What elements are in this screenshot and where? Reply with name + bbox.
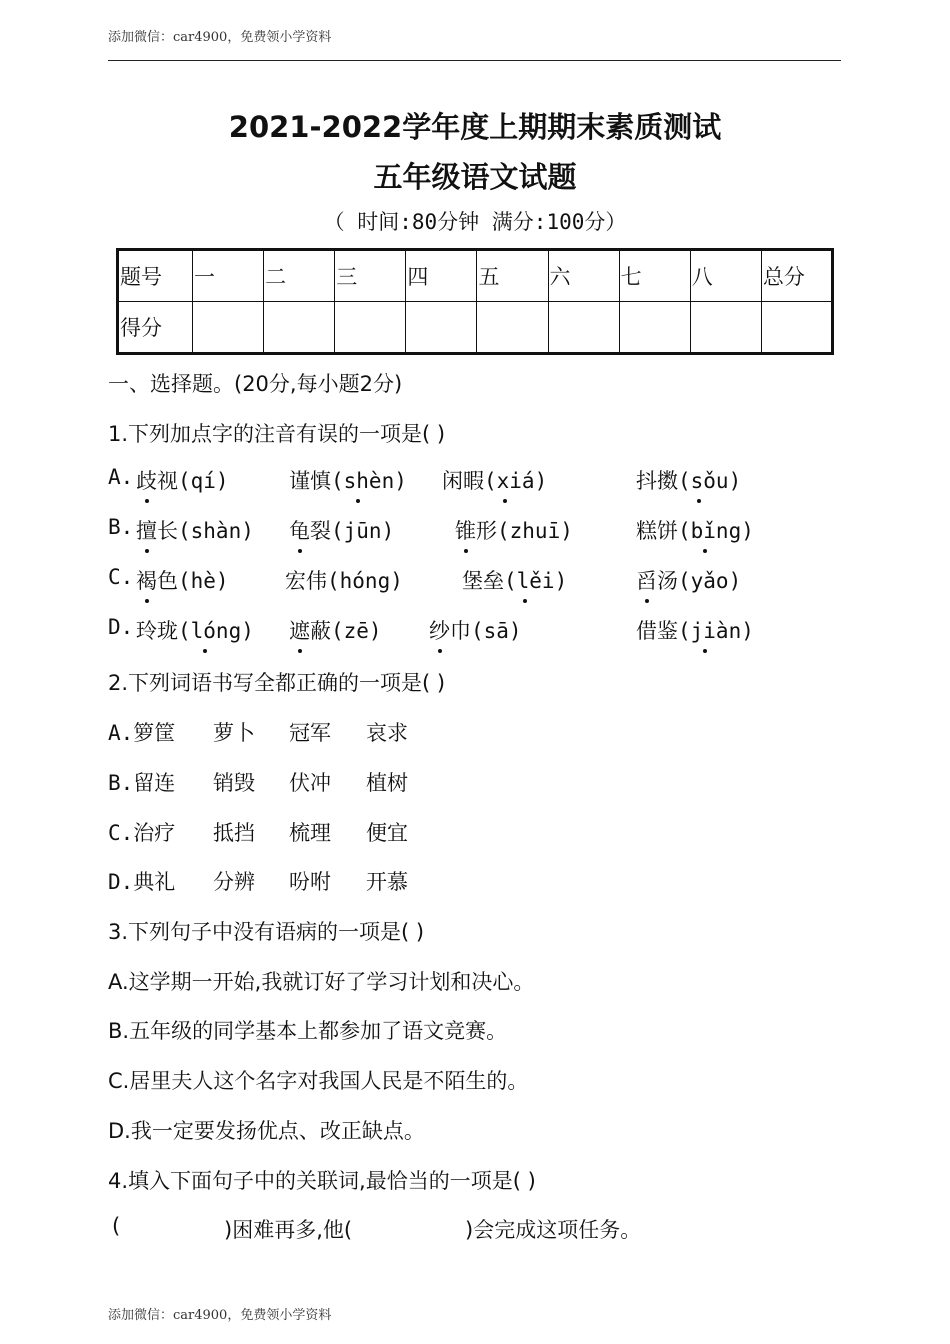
dotted-char: 珑(lóng): [157, 615, 254, 645]
word-rest: 蔽(zē): [310, 619, 382, 643]
word-rest: 视(qí): [157, 469, 229, 493]
question-stem: 1.下列加点字的注音有误的一项是( ): [108, 422, 446, 446]
option-word: [636, 565, 741, 595]
dotted-char: 暇(xiá): [463, 465, 547, 495]
option-word: [136, 615, 254, 645]
option-word: [455, 515, 573, 545]
option-word: [429, 615, 522, 645]
option-word: [136, 565, 229, 595]
option-text: 哀求: [366, 721, 408, 745]
word-first: 闲: [442, 469, 463, 493]
word-rest: 形(zhuī): [476, 519, 573, 543]
option-word: [636, 615, 754, 645]
score-cell[interactable]: [477, 302, 548, 354]
score-table-col: 五: [477, 250, 548, 302]
header-rule: [108, 60, 841, 61]
option-word: [636, 515, 754, 545]
option-text: C.治疗: [108, 821, 176, 845]
word-rest: 汤(yǎo): [657, 569, 742, 593]
option-text: 吩咐: [289, 870, 331, 894]
score-cell[interactable]: [548, 302, 619, 354]
footer-note: 添加微信：car4900，免费领小学资料: [108, 1308, 332, 1323]
score-cell[interactable]: [264, 302, 335, 354]
option-text: 抵挡: [213, 821, 255, 845]
word-rest: 色(hè): [157, 569, 229, 593]
score-cell[interactable]: [406, 302, 477, 354]
dotted-char: 擞(sǒu): [657, 465, 741, 495]
header-note: 添加微信：car4900，免费领小学资料: [108, 30, 332, 45]
q3-option-c: C.居里夫人这个名字对我国人民是不陌生的。: [108, 1069, 529, 1093]
option-text: 萝卜: [213, 721, 255, 745]
word-rest: 伟(hóng): [306, 569, 403, 593]
score-table-col: 三: [335, 250, 406, 302]
score-table-col: 一: [193, 250, 264, 302]
score-table-col: 八: [690, 250, 761, 302]
option-prefix: C.: [108, 565, 134, 589]
option-text: 销毁: [213, 771, 255, 795]
word-first: 糕: [636, 519, 657, 543]
word-rest: 裂(jūn): [310, 519, 395, 543]
score-cell[interactable]: [619, 302, 690, 354]
question-stem: 4.填入下面句子中的关联词,最恰当的一项是( ): [108, 1169, 536, 1193]
q3-option-d: D.我一定要发扬优点、改正缺点。: [108, 1119, 425, 1143]
score-table: [116, 248, 834, 355]
fill-text: )困难再多,他(: [224, 1218, 353, 1242]
score-table-col: 四: [406, 250, 477, 302]
word-first: 借: [636, 619, 657, 643]
dotted-char: 锥: [455, 515, 476, 545]
score-table-col: 六: [548, 250, 619, 302]
score-table-header-row: [118, 250, 833, 302]
fill-text: )会完成这项任务。: [465, 1218, 642, 1242]
dotted-char: 垒(lěi): [483, 565, 567, 595]
dotted-char: 鉴(jiàn): [657, 615, 754, 645]
score-cell[interactable]: [690, 302, 761, 354]
score-table-col: 总分: [761, 250, 832, 302]
score-table-row2-label: 得分: [118, 302, 193, 354]
dotted-char: 纱: [429, 615, 450, 645]
option-text: B.留连: [108, 771, 176, 795]
q3-option-a: A.这学期一开始,我就订好了学习计划和决心。: [108, 970, 535, 994]
word-first: 抖: [636, 469, 657, 493]
option-text: D.典礼: [108, 870, 176, 894]
option-text: 梳理: [289, 821, 331, 845]
option-text: 开慕: [366, 870, 408, 894]
dotted-char: 歧: [136, 465, 157, 495]
dotted-char: 慎(shèn): [310, 465, 407, 495]
word-first: 玲: [136, 619, 157, 643]
option-prefix: B.: [108, 515, 134, 539]
section-heading: 一、选择题。(20分,每小题2分): [108, 372, 403, 396]
question-stem: 3.下列句子中没有语病的一项是( ): [108, 920, 425, 944]
option-prefix: A.: [108, 465, 134, 489]
option-word: [136, 465, 229, 495]
dotted-char: 舀: [636, 565, 657, 595]
option-text: 伏冲: [289, 771, 331, 795]
exam-time-score: （ 时间:80分钟 满分:100分）: [323, 210, 627, 234]
option-word: [136, 515, 254, 545]
option-word: [285, 565, 403, 595]
q3-option-b: B.五年级的同学基本上都参加了语文竞赛。: [108, 1019, 508, 1043]
option-word: [289, 515, 394, 545]
dotted-char: 擅: [136, 515, 157, 545]
option-text: 分辨: [213, 870, 255, 894]
option-word: [289, 615, 382, 645]
word-rest: 长(shàn): [157, 519, 254, 543]
fill-text: (: [112, 1214, 121, 1238]
score-table-row1-label: 题号: [118, 250, 193, 302]
word-first: 宏: [285, 569, 306, 593]
word-rest: 巾(sā): [450, 619, 522, 643]
dotted-char: 龟: [289, 515, 310, 545]
score-cell[interactable]: [761, 302, 832, 354]
dotted-char: 褐: [136, 565, 157, 595]
option-text: A.箩筐: [108, 721, 176, 745]
dotted-char: 遮: [289, 615, 310, 645]
option-text: 植树: [366, 771, 408, 795]
option-text: 便宜: [366, 821, 408, 845]
score-table-score-row: [118, 302, 833, 354]
score-table-col: 二: [264, 250, 335, 302]
question-stem: 2.下列词语书写全都正确的一项是( ): [108, 671, 446, 695]
score-cell[interactable]: [335, 302, 406, 354]
dotted-char: 饼(bǐng): [657, 515, 754, 545]
option-word: [636, 465, 741, 495]
option-word: [462, 565, 567, 595]
option-word: [289, 465, 407, 495]
word-first: 谨: [289, 469, 310, 493]
score-table-col: 七: [619, 250, 690, 302]
word-first: 堡: [462, 569, 483, 593]
exam-title-line1: 2021-2022学年度上期期末素质测试: [228, 110, 722, 144]
option-prefix: D.: [108, 615, 134, 639]
option-word: [442, 465, 547, 495]
exam-title-line2: 五年级语文试题: [373, 160, 577, 194]
option-text: 冠军: [289, 721, 331, 745]
score-cell[interactable]: [193, 302, 264, 354]
